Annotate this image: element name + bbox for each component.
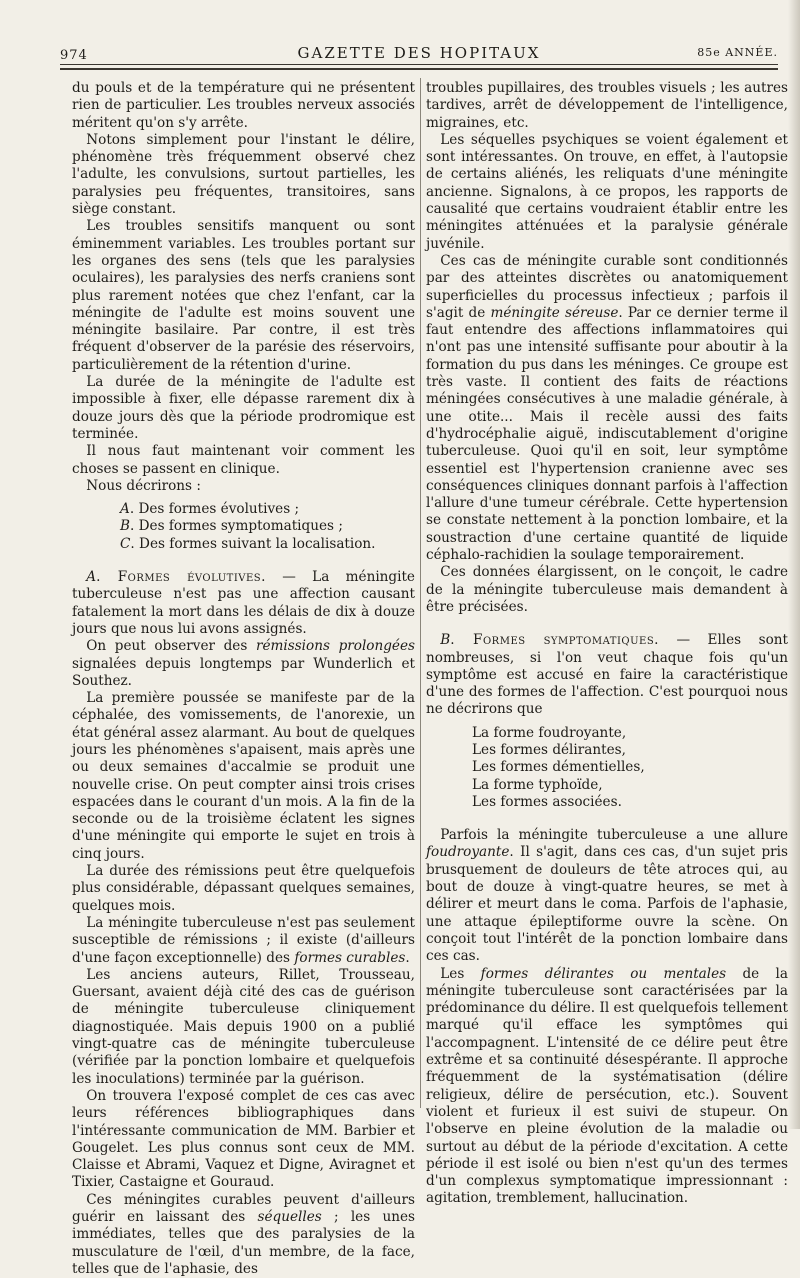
section-heading-paragraph: A. Formes évolutives. — La méningite tuberculeuse n'est pas une affection causant fatalement la mort dans les délais de dix à douze jours que nous lui avons assignés. — [72, 569, 415, 637]
paragraph: On peut observer des rémissions prolongées signalées depuis longtemps par Wunderlich et Southez. — [72, 638, 416, 689]
section-letter: B — [440, 632, 451, 649]
paragraph: du pouls et de la température qui ne présentent rien de particulier. Les troubles nerveux associés méritent qu'on s'y arrête. — [72, 80, 415, 131]
section-title: . Formes symptomatiques. — [450, 632, 659, 649]
section-title: . Formes évolutives. — [96, 569, 266, 586]
paragraph: La durée de la méningite de l'adulte est impossible à fixer, elle dépasse rarement dix à douze jours dès que la période prodromique est terminée. — [72, 374, 415, 442]
form-list-item: La forme foudroyante, — [472, 724, 627, 741]
section-heading-paragraph: B. Formes symptomatiques. — Elles sont nombreuses, si l'on veut chaque fois qu'un symptôme est accusé en faire la caractéristique d'une des formes de l'affection. C'est pourquoi nous ne décrirons que — [426, 632, 789, 718]
paragraph: Les formes délirantes ou mentales de la méningite tuberculeuse sont caractérisées par la prédominance du délire. Il est quelquefois tellement marqué qu'il efface les symptômes qui l'accompagnent. L'intensité de ce délire peut être extrême et sa continuité désespérante. Il approche fréquemment de la systématisation (délire religieux, délire de persécution, etc.). Souvent violent et furieux il est suivi de stupeur. On l'observe en pleine évolution de la maladie ou surtout au début de la période d'excitation. A cette période il est isolé ou bien n'est qu'un des termes d'un complexus symptomatique impressionnant : agitation, tremblement, hallucination. — [426, 965, 789, 1207]
list-item: B. Des formes symptomatiques ; — [120, 518, 343, 535]
list-item: A. Des formes évolutives ; — [120, 501, 300, 518]
paragraph: Les anciens auteurs, Rillet, Trousseau, Guersant, avaient déjà cité des cas de guérison de méningite tuberculeuse cliniquement diagnostiquée. Mais depuis 1900 on a publié vingt-quatre cas de méningite tuberculeuse (vérifiée par la ponction lombaire et quelquefois les inoculations) terminée par la guérison. — [72, 966, 415, 1087]
page-edge-shadow — [788, 0, 800, 1129]
paragraph: La première poussée se manifeste par de la céphalée, des vomissements, de l'anorexie, un état général assez alarmant. Au bout de quelques jours les phénomènes s'apaisent, mais après une ou deux semaines d'accalmie se produit une nouvelle crise. On peut compter ainsi trois crises espacées dans le courant d'un mois. A la fin de la seconde ou de la troisième éclatent les signes d'une méningite qui emporte le sujet en trois à cinq jours. — [72, 690, 415, 862]
page-number: 974 — [60, 48, 88, 63]
section-letter: A — [86, 569, 97, 586]
form-list-item: La forme typhoïde, — [472, 776, 603, 793]
paragraph: troubles pupillaires, des troubles visuels ; les autres tardives, arrêt de développement de l'intelligence, migraines, etc. — [426, 80, 788, 131]
right-column — [426, 80, 788, 1208]
form-list-item: Les formes démentielles, — [472, 759, 645, 776]
paragraph: La durée des rémissions peut être quelquefois plus considérable, dépassant quelques semaines, quelques mois. — [72, 863, 415, 914]
form-list-item: Les formes associées. — [472, 793, 622, 810]
paragraph: Les séquelles psychiques se voient également et sont intéressantes. On trouve, en effet, à l'autopsie de certains aliénés, les reliquats d'une méningite ancienne. Signalons, à ce propos, les rapports de causalité que certains voudraient établir entre les méningites atténuées et la paralysie générale juvénile. — [426, 131, 788, 252]
journal-title: GAZETTE DES HOPITAUX — [297, 44, 541, 62]
column-divider — [420, 78, 421, 1108]
paragraph: Notons simplement pour l'instant le délire, phénomène très fréquemment observé chez l'adulte, les convulsions, surtout partielles, les paralysies peu fréquentes, transitoires, sans siège constant. — [72, 131, 415, 218]
paragraph: Les troubles sensitifs manquent ou sont éminemment variables. Les troubles portant sur les organes des sens (tels que les paralysies oculaires), les paralysies des nerfs craniens sont plus rarement notées que chez l'enfant, car la méningite de l'adulte est moins souvent une méningite basilaire. Par contre, il est très fréquent d'observer de la parésie des réservoirs, particulièrement de la rétention d'urine. — [72, 218, 415, 373]
paragraph: La méningite tuberculeuse n'est pas seulement susceptible de rémissions ; il existe (d'ailleurs d'une façon exceptionnelle) des formes curables. — [72, 914, 415, 966]
running-header — [60, 34, 778, 64]
paragraph: Il nous faut maintenant voir comment les choses se passent en clinique. — [72, 443, 415, 477]
paragraph: Ces cas de méningite curable sont conditionnés par des atteintes discrètes ou anatomiquement superficielles du processus infectieux ; parfois il s'agit de méningite séreuse. Par ce dernier terme il faut entendre des affections inflammatoires qui n'ont pas une intensité suffisante pour aboutir à la formation du pus dans les méninges. Ce groupe est très vaste. Il contient des faits de réactions méningées consécutives à une maladie générale, à une otite... Mais il recèle aussi des faits d'hydrocéphalie aiguë, indiscutablement d'origine tuberculeuse. Quoi qu'il en soit, leur symptôme essentiel est l'hypertension cranienne avec ses conséquences cliniques donnant parfois à l'affection l'allure d'une tumeur cérébrale. Cette hypertension se constate nettement à la ponction lombaire, et la soustraction d'une certaine quantité de liquide céphalo-rachidien la soulage temporairement. — [426, 252, 789, 564]
paragraph: Parfois la méningite tuberculeuse a une allure foudroyante. Il s'agit, dans ces cas, d'un sujet pris brusquement de douleurs de tête atroces qui, au bout de douze à vingt-quatre heures, se met à délirer et meurt dans le coma. Parfois de l'aphasie, une attaque épileptiforme ouvre la scène. On conçoit tout l'intérêt de la ponction lombaire dans ces cas. — [426, 827, 788, 965]
paragraph: Ces méningites curables peuvent d'ailleurs guérir en laissant des séquelles ; les unes immédiates, telles que des paralysies de la musculature de l'œil, d'un membre, de la face, telles que de l'aphasie, des — [72, 1191, 415, 1277]
paragraph: Nous décrirons : — [86, 477, 201, 494]
list-letter: A — [120, 501, 130, 518]
header-rule-thick — [60, 68, 778, 70]
form-list-item: Les formes délirantes, — [472, 741, 626, 758]
paragraph: On trouvera l'exposé complet de ces cas avec leurs références bibliographiques dans l'intéressante communication de MM. Barbier et Gougelet. Les plus connus sont ceux de MM. Claisse et Abrami, Vaquez et Digne, Aviragnet et Tixier, Castaigne et Gouraud. — [72, 1087, 415, 1191]
left-column — [72, 80, 415, 1278]
paragraph: Ces données élargissent, on le conçoit, le cadre de la méningite tuberculeuse mais demandent à être précisées. — [426, 564, 788, 615]
volume-year: 85e ANNÉE. — [697, 46, 778, 59]
list-letter: C — [120, 535, 131, 552]
list-letter: B — [120, 518, 130, 535]
list-item: C. Des formes suivant la localisation. — [120, 535, 376, 552]
header-rule — [60, 64, 778, 65]
